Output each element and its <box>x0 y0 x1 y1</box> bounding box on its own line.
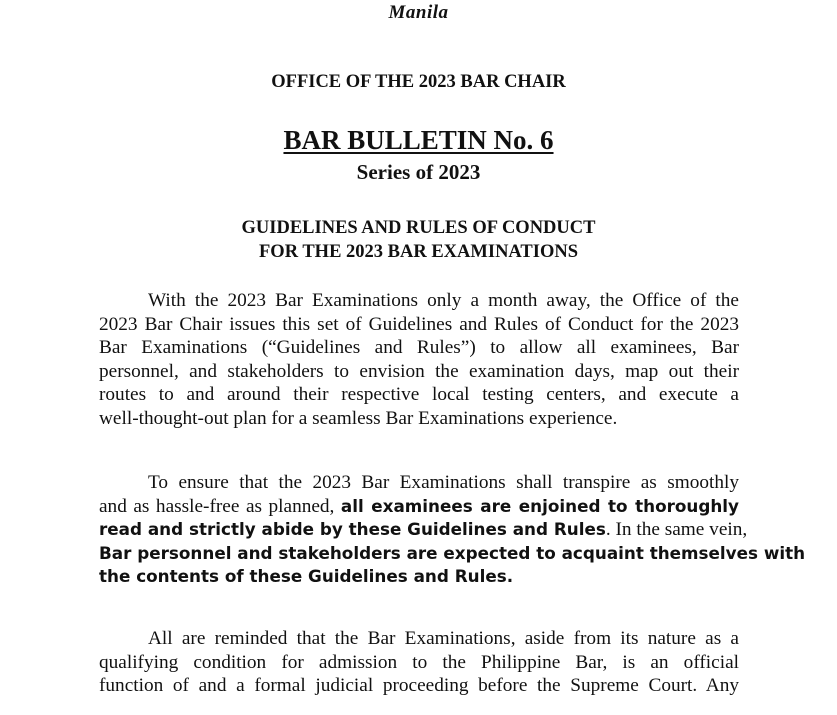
paragraph-line: personnel, and stakeholders to envision the examination days, map out their <box>99 360 739 382</box>
series-subtitle: Series of 2023 <box>356 160 481 184</box>
subject-line-2: FOR THE 2023 BAR EXAMINATIONS <box>259 242 578 262</box>
emphasis-text: Bar personnel and stakeholders are expected to acquaint themselves with <box>99 542 806 563</box>
paragraph-line: All are reminded that the Bar Examinations, aside from its nature as a <box>148 628 739 649</box>
bulletin-title-text: BAR BULLETIN No. 6 <box>283 125 554 155</box>
emphasis-text: read and strictly abide by these Guidelines and Rules <box>99 519 606 540</box>
paragraph-line: To ensure that the 2023 Bar Examinations shall transpire as smoothly <box>148 472 739 493</box>
paragraph-line: function of and a formal judicial proceeding before the Supreme Court. Any <box>99 675 739 697</box>
paragraph-line: routes to and around their respective local testing centers, and execute a <box>99 384 739 406</box>
subject-line-1: GUIDELINES AND RULES OF CONDUCT <box>241 218 596 238</box>
paragraph-intro <box>99 289 739 431</box>
emphasis-text: all examinees are enjoined to thoroughly <box>340 495 739 516</box>
paragraph-line: well-thought-out plan for a seamless Bar Examinations experience. <box>99 407 618 429</box>
paragraph-line: Bar Examinations (“Guidelines and Rules”) to allow all examinees, Bar <box>99 337 739 359</box>
paragraph-reminder <box>99 627 739 698</box>
paragraph-line <box>99 565 739 589</box>
paragraph-line: With the 2023 Bar Examinations only a month away, the Office of the <box>148 290 739 311</box>
emphasis-text: the contents of these Guidelines and Rules. <box>99 566 514 587</box>
bulletin-title <box>0 125 837 156</box>
paragraph-line <box>99 542 806 566</box>
paragraph-line: 2023 Bar Chair issues this set of Guidelines and Rules of Conduct for the 2023 <box>99 313 739 335</box>
paragraph-line: qualifying condition for admission to the Philippine Bar, is an official <box>99 651 739 673</box>
paragraph-line <box>99 495 739 519</box>
paragraph-line <box>99 518 748 542</box>
plain-text: and as hassle-free as planned, <box>99 495 341 517</box>
paragraph-compliance <box>99 471 806 589</box>
subject-heading <box>0 216 837 264</box>
city-header: Manila <box>388 2 449 23</box>
office-heading: OFFICE OF THE 2023 BAR CHAIR <box>271 72 566 92</box>
plain-text: . In the same vein, <box>605 519 748 541</box>
